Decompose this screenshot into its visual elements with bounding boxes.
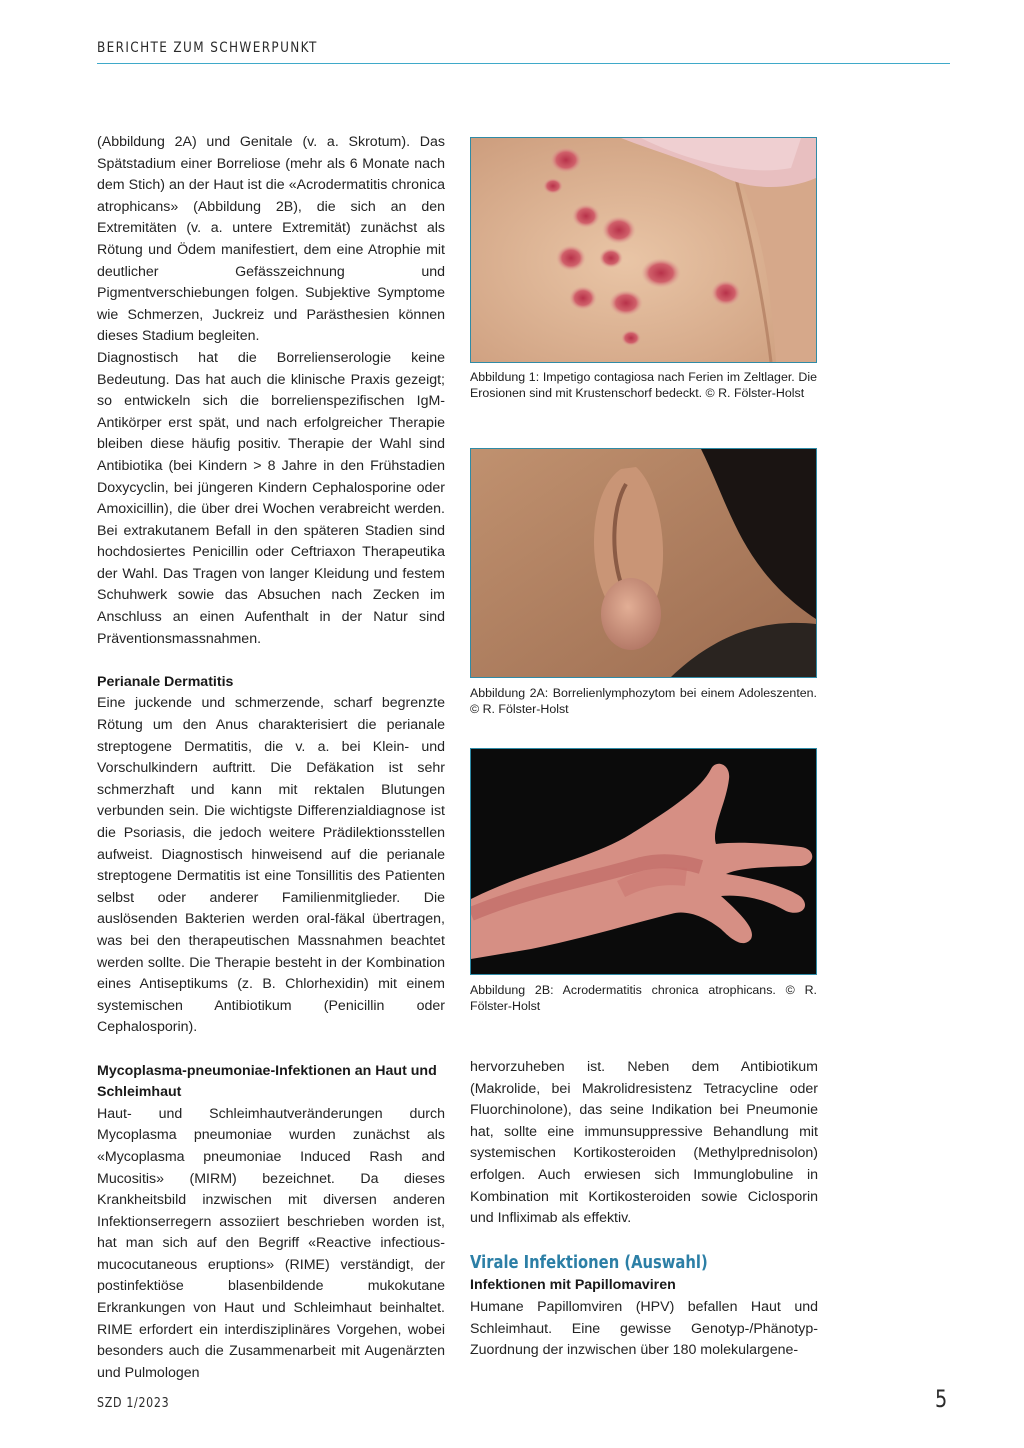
paragraph: (Abbildung 2A) und Genitale (v. a. Skrotum). Das Spätstadium einer Borreliose (mehr als 6 Monate nach dem Stich) an der Haut ist die «Acrodermatitis chronica atrophicans» (Abbildung 2B), die sich an den Extremitäten (v. a. untere Extremität) zunächst als Rötung und Ödem manifestiert, dem eine Atrophie mit deutlicher Gefässzeichnung und Pigmentverschiebungen folgen. Subjektive Symptome wie Schmerzen, Juckreiz und Parästhesien können dieses Stadium begleiten. bbox=[97, 134, 445, 345]
figure-caption-1: Abbildung 1: Impetigo contagiosa nach Ferien im Zeltlager. Die Erosionen sind mit Krustenschorf bedeckt. © R. Fölster-Holst bbox=[470, 370, 817, 400]
subheading-perianal-dermatitis: Perianale Dermatitis bbox=[97, 673, 234, 690]
section-heading-viral-infections: Virale Infektionen (Auswahl) bbox=[470, 1252, 708, 1274]
figure-hand-photo bbox=[470, 748, 817, 975]
page-number: 5 bbox=[935, 1385, 948, 1413]
paragraph: Diagnostisch hat die Borrelienserologie keine Bedeutung. Das hat auch die klinische Praxis gezeigt; so entwickeln sich die borrelienspezifischen IgM-Antikörper erst spät, und nach erfolgreicher Therapie bleiben diese häufig positiv. Therapie der Wahl sind Antibiotika (bei Kindern > 8 Jahre in den Frühstadien Doxycyclin, bei jüngeren Kindern Cephalosporine oder Amoxicillin), die über drei Wochen verabreicht werden. Bei extrakutanem Befall in den späteren Stadien sind hochdosiertes Penicillin oder Ceftriaxon Therapeutika der Wahl. Das Tragen von langer Kleidung und festem Schuhwerk sowie das Absuchen nach Zecken im Anschluss an einen Aufenthalt in der Natur sind Präventionsmassnahmen. bbox=[97, 349, 445, 647]
subheading-mycoplasma: Mycoplasma-pneumoniae-Infektionen an Haut und Schleimhaut bbox=[97, 1062, 437, 1101]
figure-ear-photo bbox=[470, 448, 817, 678]
right-column bbox=[470, 1057, 818, 1362]
left-column bbox=[97, 132, 445, 1384]
paragraph: Humane Papillomviren (HPV) befallen Haut und Schleimhaut. Eine gewisse Genotyp-/Phänotyp-Zuordnung der inzwischen über 180 molekulargene- bbox=[470, 1298, 818, 1359]
footer-issue: SZD 1/2023 bbox=[97, 1396, 170, 1411]
subheading-papillomavirus: Infektionen mit Papillomaviren bbox=[470, 1277, 676, 1294]
paragraph: hervorzuheben ist. Neben dem Antibiotikum (Makrolide, bei Makrolidresistenz Tetracycline oder Fluorchinolone), das seine Indikation bei Pneumonie hat, sollte eine immunsuppressive Behandlung mit systemischen Kortikosteroiden (Methylprednisolon) erfolgen. Auch erwiesen sich Immunglobuline in Kombination mit Kortikosteroiden sowie Ciclosporin und Infliximab als effektiv. bbox=[470, 1059, 818, 1227]
paragraph: Haut- und Schleimhautveränderungen durch Mycoplasma pneumoniae wurden zunächst als «Mycoplasma pneumoniae Induced Rash and Mucositis» (MIRM) bezeichnet. Da dieses Krankheitsbild inzwischen mit diversen anderen Infektionserregern assoziiert beschrieben worden ist, hat man sich auf den Begriff «Reactive infectious-mucocutaneous eruptions» (RIME) verständigt, der postinfektiöse blasenbildende mukokutane Erkrankungen von Haut und Schleimhaut beinhaltet. RIME erfordert ein interdisziplinäres Vorgehen, wobei besonders auch die Zusammenarbeit mit Augenärzten und Pulmologen bbox=[97, 1105, 445, 1381]
paragraph: Eine juckende und schmerzende, scharf begrenzte Rötung um den Anus charakterisiert die perianale streptogene Dermatitis, die v. a. bei Klein- und Vorschulkindern auftritt. Die Defäkation ist sehr schmerzhaft und kann mit rektalen Blutungen verbunden sein. Die wichtigste Differenzialdiagnose ist die Psoriasis, die jedoch weitere Prädilektionsstellen aufweist. Diagnostisch hinweisend auf die perianale streptogene Dermatitis ist eine Tonsillitis des Patienten selbst oder anderer Familienmitglieder. Die auslösenden Bakterien werden oral-fäkal übertragen, was bei den therapeutischen Massnahmen beachtet werden sollte. Die Therapie besteht in der Kombination eines Antiseptikums (z. B. Chlorhexidin) mit einem systemischen Antibiotikum (Penicillin oder Cephalosporin). bbox=[97, 695, 445, 1036]
header-rule bbox=[97, 63, 950, 64]
figure-impetigo-photo bbox=[470, 137, 817, 363]
figure-caption-2b: Abbildung 2B: Acrodermatitis chronica atrophicans. © R. Fölster-Holst bbox=[470, 983, 817, 1013]
running-head: BERICHTE ZUM SCHWERPUNKT bbox=[97, 40, 318, 56]
figure-caption-2a: Abbildung 2A: Borrelienlymphozytom bei einem Adoleszenten. © R. Fölster-Holst bbox=[470, 686, 817, 716]
